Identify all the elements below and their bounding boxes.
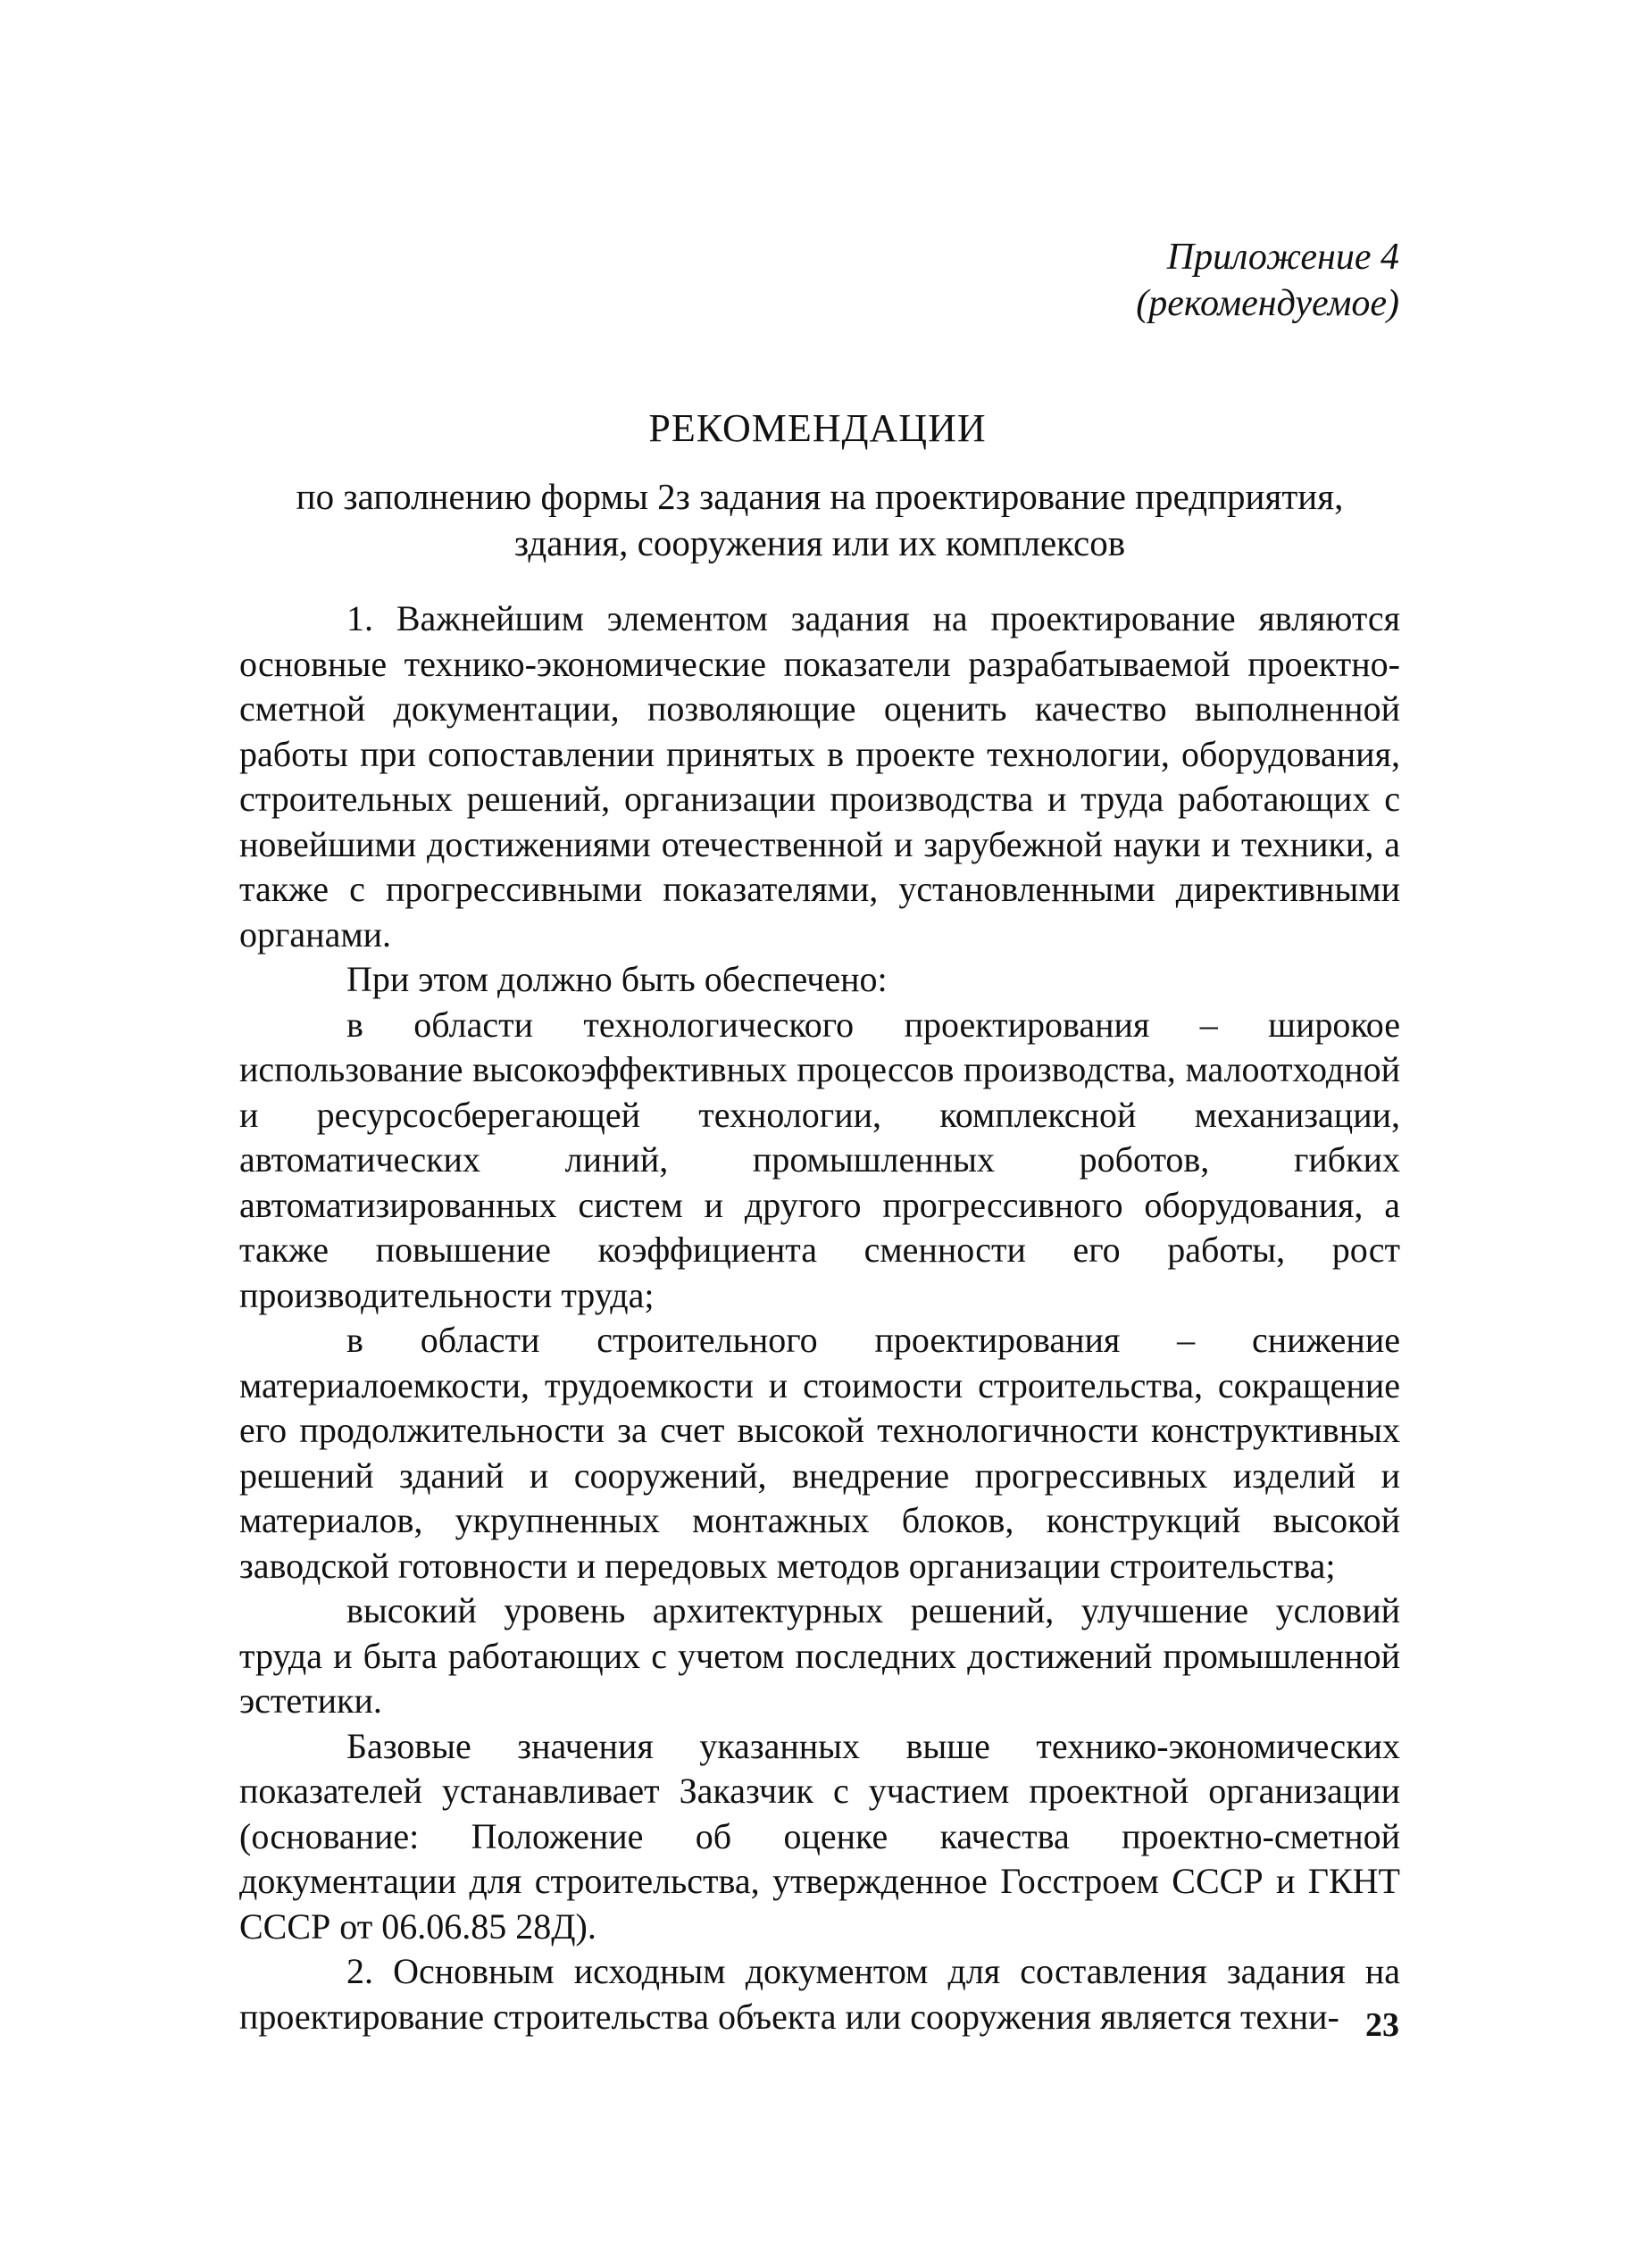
paragraph-6: Базовые значения указанных выше технико-экономических показателей устанавливает Заказчик с участием проектной организации (основание: Положение об оценке качества проектно-сметной документации для строительства, утвержденное Госстроем СССР и ГКНТ СССР от 06.06.85 28Д).	[239, 1725, 1400, 1947]
page-number: 23	[1365, 2006, 1399, 2044]
paragraph-1: 1. Важнейшим элементом задания на проектирование являются основные технико-экономические показатели разрабатываемой проектно-сметной документации, позволяющие оценить качество выполненной работы при сопоставлении принятых в проекте технологии, оборудования, строительных решений, организации производства и труда работающих с новейшими достижениями отечественной и зарубежной науки и техники, а также с прогрессивными показателями, установленными директивными органами.	[239, 598, 1400, 955]
document-title: РЕКОМЕНДАЦИИ	[648, 406, 987, 450]
paragraph-7: 2. Основным исходным документом для составления задания на проектирование строительства объекта или сооружения является техни-	[239, 1951, 1400, 2037]
document-subtitle: по заполнению формы 2з задания на проектирование предприятия, здания, сооружения или их комплексов	[296, 476, 1344, 563]
appendix-label	[1136, 234, 1399, 327]
document-body	[239, 596, 1400, 2039]
appendix-status: (рекомендуемое)	[1136, 283, 1399, 324]
paragraph-3: в области технологического проектирования – широкое использование высокоэффективных процессов производства, малоотходной и ресурсосберегающей технологии, комплексной механизации, автоматических линий, промышленных роботов, гибких автоматизированных систем и другого прогрессивного оборудования, а также повышение коэффициента сменности его работы, рост производительности труда;	[239, 1004, 1400, 1315]
paragraph-4: в области строительного проектирования – снижение материалоемкости, трудоемкости и стоимости строительства, сокращение его продолжительности за счет высокой технологичности конструктивных решений зданий и сооружений, внедрение прогрессивных изделий и материалов, укрупненных монтажных блоков, конструкций высокой заводской готовности и передовых методов организации строительства;	[239, 1320, 1400, 1586]
paragraph-2: При этом должно быть обеспечено:	[346, 959, 888, 999]
paragraph-5: высокий уровень архитектурных решений, улучшение условий труда и быта работающих с учетом последних достижений промышленной эстетики.	[239, 1590, 1400, 1721]
appendix-number: Приложение 4	[1166, 237, 1399, 278]
